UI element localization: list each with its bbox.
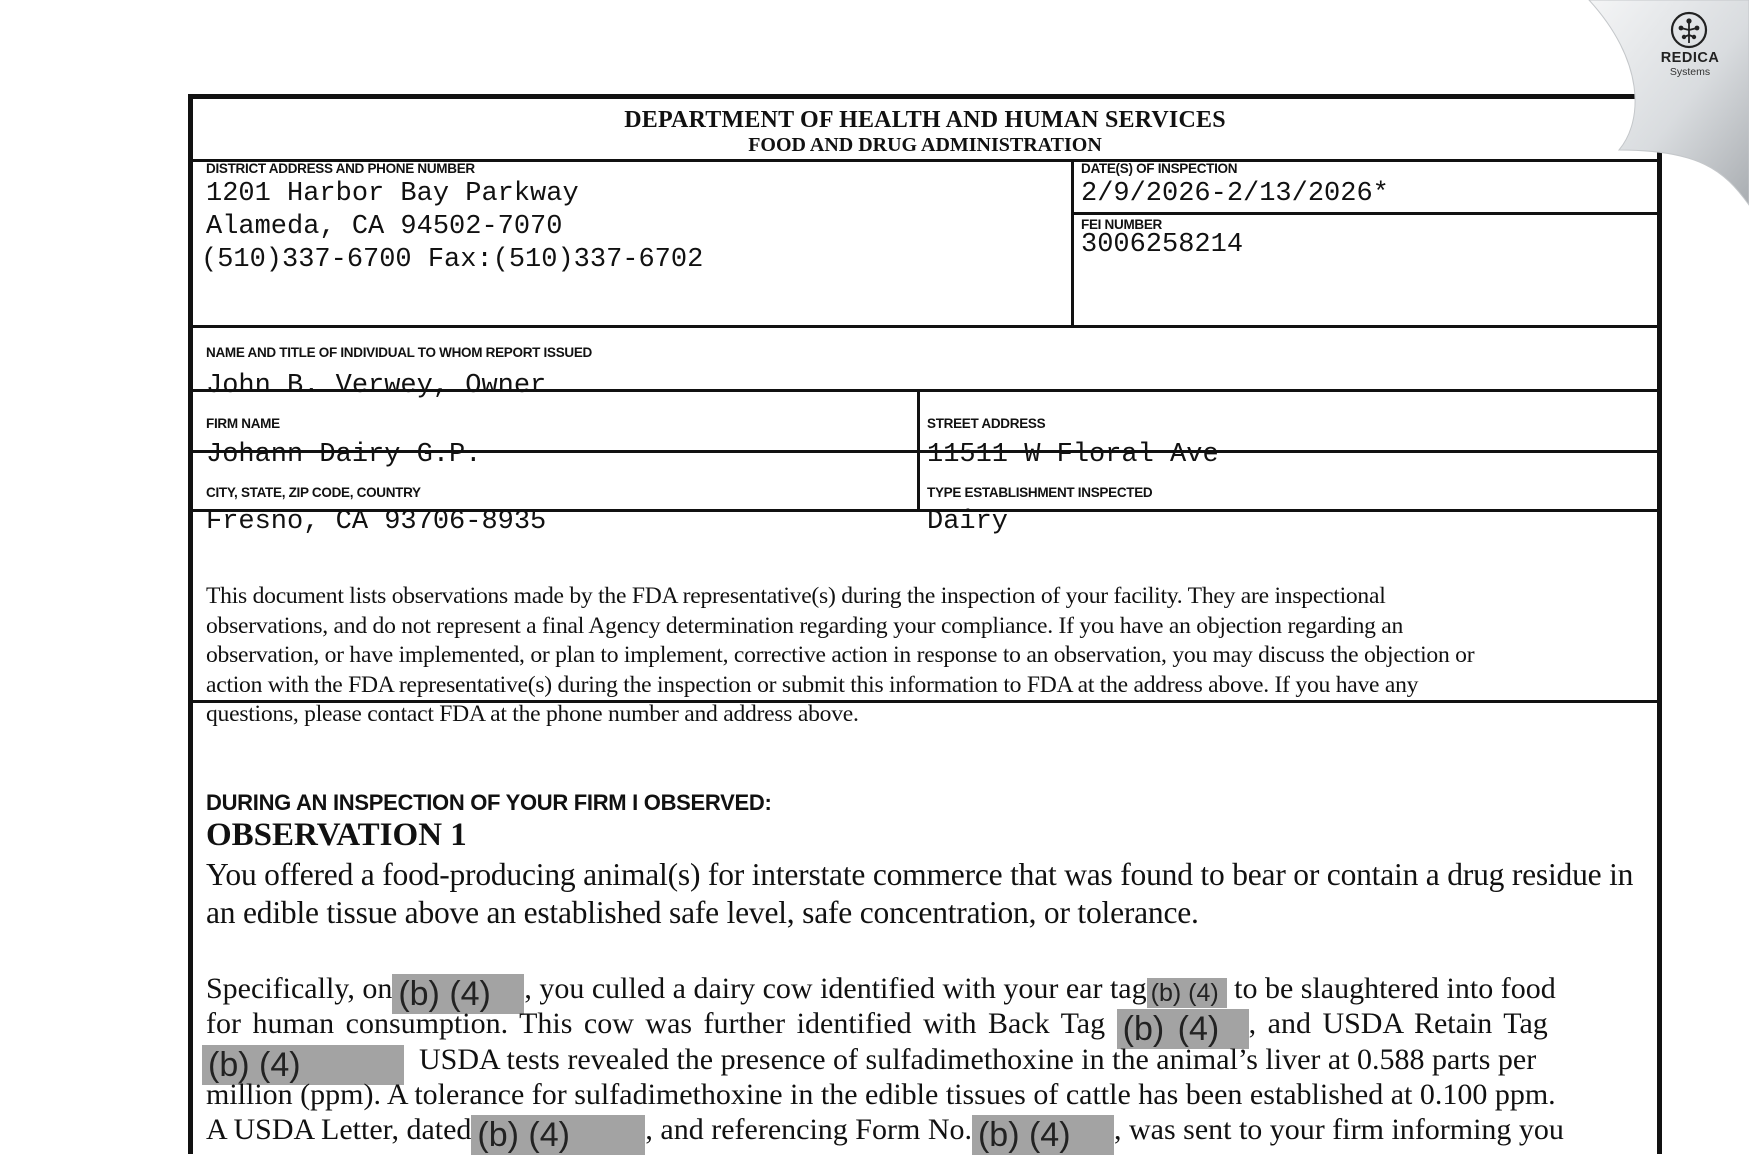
redaction-box: (b) (4) xyxy=(392,974,524,1014)
inspection-dates-label: DATE(S) OF INSPECTION xyxy=(1081,161,1238,176)
street-address-value: 11511 W Floral Ave xyxy=(927,440,1219,470)
observation-title: OBSERVATION 1 xyxy=(206,817,467,853)
divider xyxy=(193,325,1657,328)
street-address-label: STREET ADDRESS xyxy=(927,416,1046,431)
observation-statement: You offered a food-producing animal(s) for interstate commerce that was found to bear or contain a drug residue in an edible tissue above an established safe level, safe concentration, or tolerance. xyxy=(206,857,1634,930)
city-label: CITY, STATE, ZIP CODE, COUNTRY xyxy=(206,485,421,500)
redaction-box: (b) (4) xyxy=(972,1115,1114,1155)
redaction-box: (b) (4) xyxy=(1147,978,1227,1008)
body-text: USDA tests revealed the presence of sulfadimethoxine in the animal’s liver at 0.588 parts per xyxy=(419,1043,1537,1076)
fda-483-form xyxy=(188,94,1662,1154)
body-text: Specifically, on xyxy=(206,972,393,1005)
firm-name-label: FIRM NAME xyxy=(206,416,280,431)
body-text: A USDA Letter, dated xyxy=(206,1113,472,1146)
district-label: DISTRICT ADDRESS AND PHONE NUMBER xyxy=(206,161,475,176)
body-text: million (ppm). A tolerance for sulfadimethoxine in the edible tissues of cattle has been established at 0.100 ppm. xyxy=(206,1078,1556,1111)
agency-heading: FOOD AND DRUG ADMINISTRATION xyxy=(748,134,1102,156)
brand-subtitle: Systems xyxy=(1669,66,1711,78)
city-value: Fresno, CA 93706-8935 xyxy=(206,507,547,537)
divider xyxy=(1071,212,1657,215)
establishment-type-value: Dairy xyxy=(927,507,1009,537)
notice-line: action with the FDA representative(s) during the inspection or submit this information to FDA at the address above. If you have any xyxy=(206,671,1419,698)
redaction-box: (b) (4) xyxy=(202,1045,404,1085)
body-text: , and referencing Form No. xyxy=(645,1113,972,1146)
body-text: , and USDA Retain Tag xyxy=(1248,1007,1548,1040)
inspection-dates-value: 2/9/2026-2/13/2026* xyxy=(1081,179,1389,209)
establishment-type-label: TYPE ESTABLISHMENT INSPECTED xyxy=(927,485,1153,500)
issued-to-label: NAME AND TITLE OF INDIVIDUAL TO WHOM REPORT ISSUED xyxy=(206,345,593,360)
firm-name-value: Johann Dairy G.P. xyxy=(206,440,482,470)
district-address-line2: Alameda, CA 94502-7070 xyxy=(206,212,563,242)
redaction-box: (b) (4) xyxy=(1117,1009,1249,1049)
observations-heading: DURING AN INSPECTION OF YOUR FIRM I OBSERVED: xyxy=(206,790,772,815)
body-text: to be slaughtered into food xyxy=(1234,972,1556,1005)
body-text: , was sent to your firm informing you xyxy=(1113,1113,1564,1146)
notice-paragraph xyxy=(206,582,1646,730)
notice-line: questions, please contact FDA at the phone number and address above. xyxy=(206,701,859,728)
body-text: , you culled a dairy cow identified with your ear tag xyxy=(524,972,1147,1005)
brand-name: REDICA xyxy=(1660,50,1720,66)
tree-network-icon xyxy=(1669,10,1709,50)
notice-line: observations, and do not represent a final Agency determination regarding your compliance. If you have an objection regarding an xyxy=(206,612,1404,639)
page-curl-corner xyxy=(1549,0,1749,210)
body-text: for human consumption. This cow was further identified with Back Tag xyxy=(206,1007,1106,1040)
fei-label: FEI NUMBER xyxy=(1081,217,1162,232)
redaction-box: (b) (4) xyxy=(471,1115,645,1155)
notice-line: observation, or have implemented, or plan to implement, corrective action in response to an observation, you may discuss the objection or xyxy=(206,642,1475,669)
district-phone: (510)337-6700 Fax:(510)337-6702 xyxy=(201,245,704,275)
observation-body-line xyxy=(206,1113,1564,1155)
observation-body-line xyxy=(206,1078,1556,1112)
fei-value: 3006258214 xyxy=(1081,230,1244,260)
district-address-line1: 1201 Harbor Bay Parkway xyxy=(206,179,579,209)
notice-line: This document lists observations made by the FDA representative(s) during the inspection of your facility. They are inspectional xyxy=(206,583,1386,609)
department-heading: DEPARTMENT OF HEALTH AND HUMAN SERVICES xyxy=(624,107,1226,133)
divider xyxy=(1071,159,1074,327)
issued-to-value: John B. Verwey, Owner xyxy=(206,371,547,401)
page-curl-graphic xyxy=(1549,0,1749,210)
